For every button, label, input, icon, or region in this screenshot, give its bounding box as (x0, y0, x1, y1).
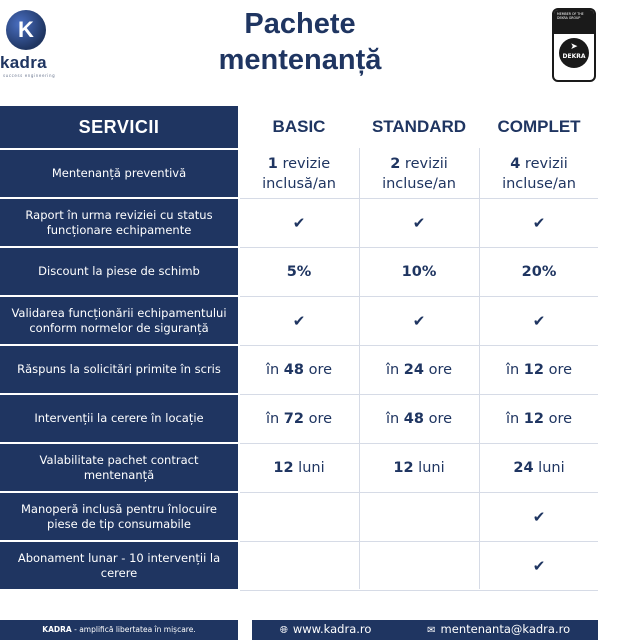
cell-complet (480, 248, 598, 295)
cell-standard (360, 395, 478, 442)
kadra-logo-word: kadra (0, 53, 47, 72)
service-label: Validarea funcționării echipamentului conform normelor de siguranță (0, 297, 238, 344)
cell-complet (480, 444, 598, 491)
service-label: Valabilitate pachet contract mentenanță (0, 444, 238, 491)
checkmark-icon: ✔ (292, 213, 306, 232)
table-row (0, 199, 600, 246)
email-link[interactable] (427, 619, 570, 641)
row-divider (240, 590, 598, 591)
package-header-standard: STANDARD (371, 117, 467, 136)
package-value (386, 409, 452, 429)
footer-brand: KADRA (42, 625, 72, 634)
page-title-line-2: mentenanță (218, 44, 382, 76)
service-label: Discount la piese de schimb (0, 248, 238, 295)
value-unit: luni (533, 459, 565, 476)
checkmark-icon: ✔ (532, 311, 546, 330)
page-title (170, 6, 430, 78)
cell-standard (360, 297, 478, 344)
value-unit: luni (293, 459, 325, 476)
value-unit: ore (303, 410, 333, 427)
value-prefix: în (505, 410, 524, 427)
service-label: Intervenții la cerere în locație (0, 395, 238, 442)
value-number: 72 (283, 410, 304, 427)
value-prefix: în (265, 361, 284, 378)
package-value (522, 262, 557, 282)
table-row (0, 248, 600, 295)
checkmark-icon: ✔ (292, 311, 306, 330)
table-header-row (0, 106, 600, 148)
cell-basic (240, 395, 358, 442)
footer-contact (252, 620, 598, 640)
checkmark-icon: ✔ (412, 311, 426, 330)
package-value (393, 458, 444, 478)
package-value (502, 154, 576, 194)
cell-basic (240, 444, 358, 491)
value-number: 1 (267, 155, 278, 172)
checkmark-icon: ✔ (532, 213, 546, 232)
service-label: Manoperă inclusă pentru înlocuire piese de tip consumabile (0, 493, 238, 540)
website-link[interactable] (280, 619, 372, 641)
dekra-badge-circle (559, 38, 589, 68)
value-unit: ore (423, 410, 453, 427)
services-header: SERVICII (0, 106, 238, 148)
checkmark-icon: ✔ (532, 556, 546, 575)
value-second-line: inclusă/an (262, 175, 336, 192)
value-unit: ore (423, 361, 453, 378)
footer-slogan (0, 620, 238, 640)
cell-complet (480, 346, 598, 393)
package-value (262, 154, 336, 194)
kadra-tagline: success engineering (3, 73, 56, 78)
package-header-complet: COMPLET (497, 117, 581, 136)
value-unit: ore (543, 361, 573, 378)
service-label: Răspuns la solicitări primite în scris (0, 346, 238, 393)
value-number: 12 (523, 361, 544, 378)
package-value (402, 262, 437, 282)
website-text: www.kadra.ro (292, 622, 372, 636)
cell-standard (360, 493, 478, 540)
value-number: 10% (401, 263, 437, 280)
package-value (386, 360, 452, 380)
dekra-badge-small-text: MEMBER OF THE DEKRA GROUP (554, 10, 594, 34)
dekra-badge (552, 8, 596, 82)
cell-basic (240, 248, 358, 295)
globe-icon: 🌐︎ (279, 625, 288, 636)
value-prefix: în (265, 410, 284, 427)
cell-standard (360, 444, 478, 491)
value-second-line: incluse/an (502, 175, 576, 192)
column-divider (359, 148, 360, 589)
value-unit: revizii (520, 155, 568, 172)
package-value (266, 360, 332, 380)
value-unit: revizii (400, 155, 448, 172)
table-row (0, 150, 600, 197)
kadra-logo (0, 6, 60, 76)
value-number: 12 (273, 459, 294, 476)
table-row (0, 493, 600, 540)
value-number: 2 (390, 155, 401, 172)
service-label: Raport în urma reviziei cu status funcționare echipamente (0, 199, 238, 246)
table-row (0, 444, 600, 491)
dekra-badge-label: DEKRA (562, 53, 586, 60)
cell-basic (240, 150, 358, 197)
cell-basic (240, 542, 358, 589)
footer-slogan-text: - amplifică libertatea în mișcare. (71, 625, 196, 634)
cell-complet (480, 395, 598, 442)
value-number: 20% (521, 263, 557, 280)
value-number: 48 (403, 410, 424, 427)
value-number: 12 (393, 459, 414, 476)
cell-basic (240, 199, 358, 246)
cell-complet (480, 542, 598, 589)
table-row (0, 346, 600, 393)
cell-standard (360, 199, 478, 246)
cell-basic (240, 493, 358, 540)
value-number: 4 (510, 155, 521, 172)
cell-standard (360, 346, 478, 393)
email-text: mentenanta@kadra.ro (440, 622, 571, 636)
cell-complet (480, 150, 598, 197)
table-row (0, 395, 600, 442)
cell-basic (240, 346, 358, 393)
value-prefix: în (385, 410, 404, 427)
dekra-arrow-icon: ➤ (570, 42, 578, 52)
page-title-line-1: Pachete (244, 8, 356, 40)
value-unit: luni (413, 459, 445, 476)
value-number: 12 (523, 410, 544, 427)
value-unit: revizie (277, 155, 331, 172)
cell-basic (240, 297, 358, 344)
value-number: 24 (513, 459, 534, 476)
value-number: 48 (283, 361, 304, 378)
envelope-icon: ✉ (427, 625, 436, 636)
cell-complet (480, 493, 598, 540)
service-label: Mentenanță preventivă (0, 150, 238, 197)
kadra-logo-mark: K (6, 10, 46, 50)
value-prefix: în (505, 361, 524, 378)
value-prefix: în (385, 361, 404, 378)
value-unit: ore (303, 361, 333, 378)
value-number: 5% (286, 263, 312, 280)
cell-standard (360, 248, 478, 295)
package-value (287, 262, 312, 282)
package-value (513, 458, 564, 478)
package-value (506, 360, 572, 380)
cell-standard (360, 542, 478, 589)
value-unit: ore (543, 410, 573, 427)
cell-complet (480, 199, 598, 246)
package-header-basic: BASIC (272, 117, 326, 136)
value-second-line: incluse/an (382, 175, 456, 192)
cell-complet (480, 297, 598, 344)
column-divider (479, 148, 480, 589)
service-label: Abonament lunar - 10 intervenții la cerere (0, 542, 238, 589)
checkmark-icon: ✔ (412, 213, 426, 232)
package-value (382, 154, 456, 194)
table-row (0, 542, 600, 589)
table-row (0, 297, 600, 344)
package-value (266, 409, 332, 429)
checkmark-icon: ✔ (532, 507, 546, 526)
package-value (506, 409, 572, 429)
value-number: 24 (403, 361, 424, 378)
package-value (273, 458, 324, 478)
cell-standard (360, 150, 478, 197)
